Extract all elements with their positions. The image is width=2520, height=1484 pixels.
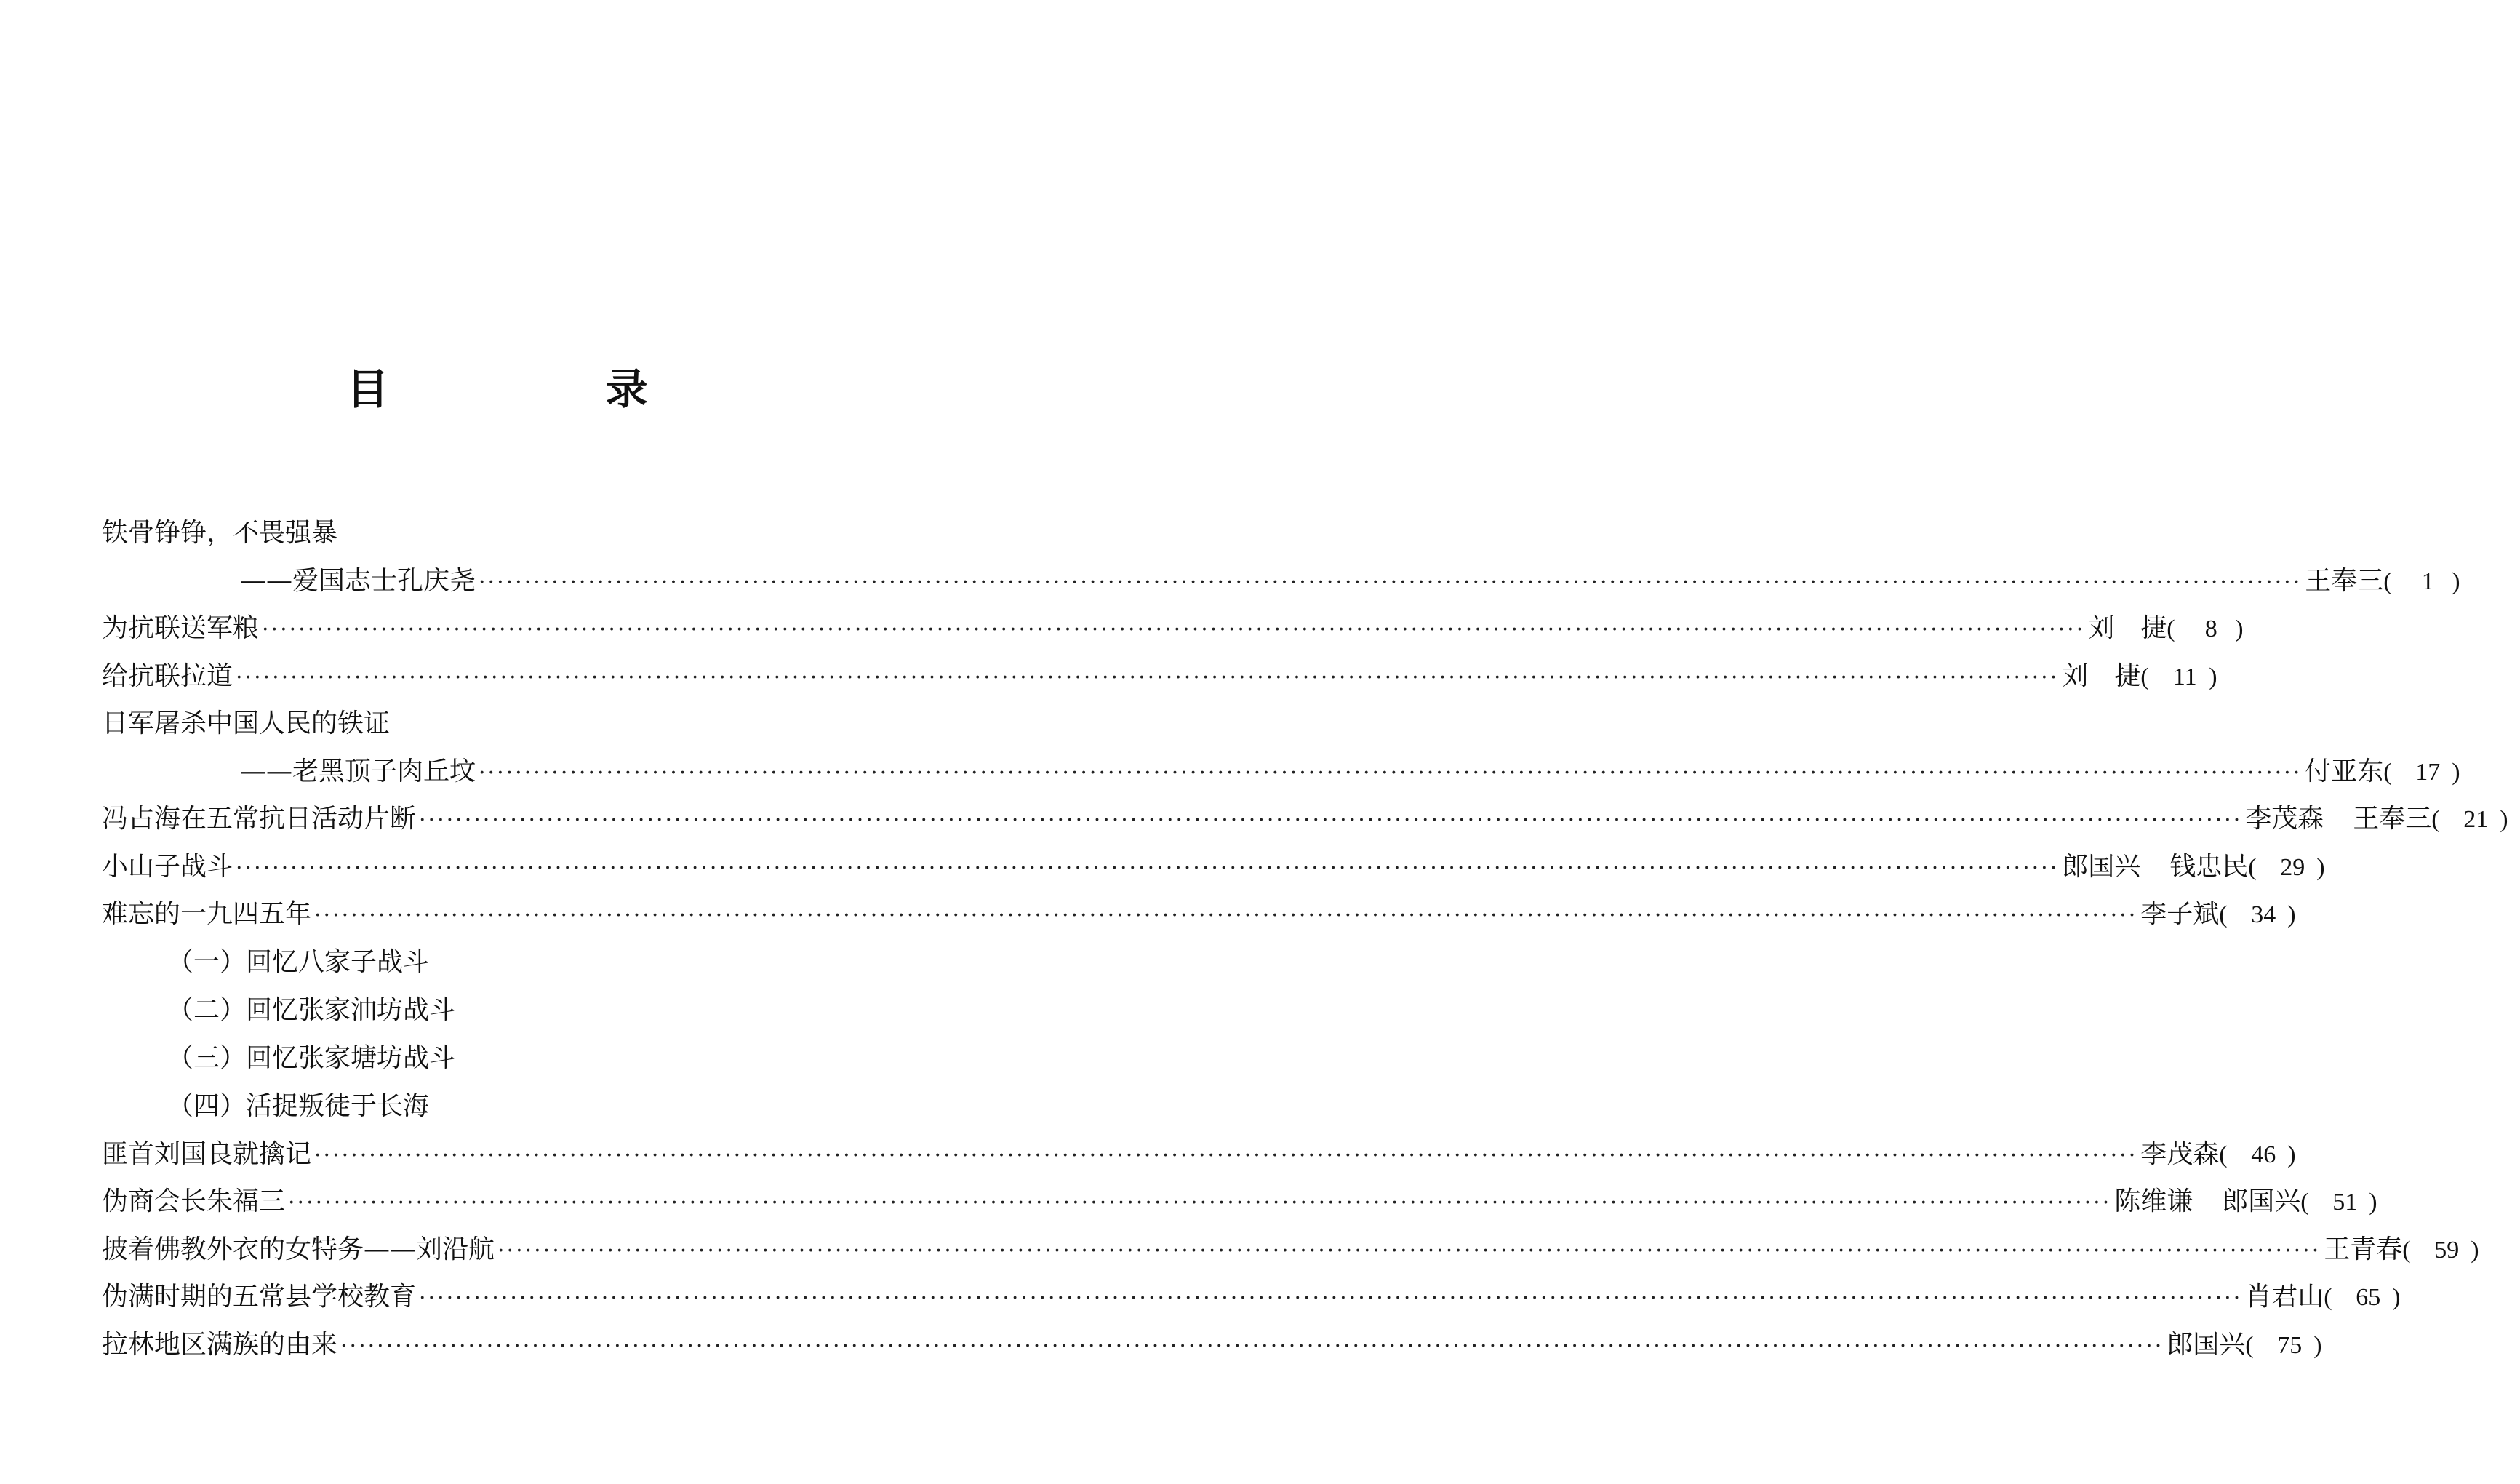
toc-entry-author: 刘 捷 xyxy=(2088,613,2167,643)
toc-entry xyxy=(102,653,2217,701)
page-number: 59 xyxy=(2434,1236,2460,1264)
toc-entry-author: 钱忠民 xyxy=(2169,851,2249,882)
toc-entry-page: ( 29 ) xyxy=(2248,844,2335,892)
toc-entry-author: 李茂森 xyxy=(2245,804,2324,834)
page-number: 46 xyxy=(2251,1141,2276,1168)
toc-entry-title: （三）回忆张家塘坊战斗 xyxy=(167,1042,456,1073)
page-number: 29 xyxy=(2280,853,2305,881)
toc-entry xyxy=(102,1034,895,1082)
toc-entry-title: （二）回忆张家油坊战斗 xyxy=(167,994,456,1025)
toc-entry-page: ( 17 ) xyxy=(2383,749,2471,797)
page-number: 8 xyxy=(2204,615,2217,642)
toc-entry xyxy=(102,1130,2296,1178)
page-number: 21 xyxy=(2463,806,2489,833)
toc-entry-author: 郎国兴 xyxy=(2167,1329,2246,1360)
toc-entry-title: 日军屠杀中国人民的铁证 xyxy=(102,709,391,738)
page-number: 11 xyxy=(2172,663,2197,690)
toc-entry-author: 刘 捷 xyxy=(2062,661,2141,691)
toc-entry-page: ( 59 ) xyxy=(2402,1226,2489,1274)
dot-leader: ········································································································································································································ xyxy=(479,569,2303,595)
toc-entry-title: 铁骨铮铮，不畏强暴 xyxy=(102,518,338,548)
toc-entry-page: ( 34 ) xyxy=(2219,891,2306,939)
page-title: 目 录 xyxy=(346,364,735,414)
toc-entry xyxy=(102,986,895,1034)
toc-entry-title: 为抗联送军粮 xyxy=(102,613,260,643)
toc-entry-page: ( 21 ) xyxy=(2431,796,2519,844)
toc-entry xyxy=(102,843,2325,891)
toc-entry xyxy=(102,557,2460,605)
dot-leader: ········································································································································································································ xyxy=(419,807,2243,833)
toc-entry xyxy=(102,1321,2322,1369)
toc-entry-page: ( 46 ) xyxy=(2219,1131,2306,1179)
dot-leader: ········································································································································································································ xyxy=(288,1190,2112,1216)
page-number: 1 xyxy=(2421,567,2434,595)
toc-entry-page: ( 65 ) xyxy=(2324,1274,2411,1322)
toc-entry-title: 难忘的一九四五年 xyxy=(102,899,312,929)
toc-entry-title: ——爱国志士孔庆尧 xyxy=(240,565,476,596)
toc-entry-author: 付亚东 xyxy=(2305,756,2384,786)
dot-leader: ········································································································································································································ xyxy=(340,1333,2164,1359)
dot-leader: ········································································································································································································ xyxy=(236,664,2060,690)
toc-entry-author: 王奉三 xyxy=(2305,565,2384,596)
toc-entry-title: 拉林地区满族的由来 xyxy=(102,1329,338,1360)
toc-entry-author: 郎国兴 xyxy=(2222,1186,2301,1216)
toc-entry xyxy=(102,1226,2479,1274)
toc-entry-page: ( 75 ) xyxy=(2245,1322,2332,1370)
dot-leader: ········································································································································································································ xyxy=(419,1285,2243,1311)
dot-leader: ········································································································································································································ xyxy=(236,855,2060,881)
toc-entry-author: 王青春 xyxy=(2324,1234,2403,1264)
toc-entry-author: 陈维谦 xyxy=(2114,1186,2193,1216)
toc-entry-page: ( 8 ) xyxy=(2167,605,2254,653)
toc-entry-author: 李茂森 xyxy=(2140,1138,2220,1169)
toc-entry-title: 伪满时期的五常县学校教育 xyxy=(102,1282,417,1312)
toc-entry-title: （四）活捉叛徒于长海 xyxy=(167,1090,430,1121)
page-number: 65 xyxy=(2356,1284,2381,1311)
page-number: 34 xyxy=(2251,901,2276,928)
toc-entry-title: 给抗联拉道 xyxy=(102,661,233,691)
toc-entry-author: 肖君山 xyxy=(2245,1282,2324,1312)
toc-entry xyxy=(102,1082,895,1130)
toc-entry xyxy=(102,605,2244,653)
dot-leader: ········································································································································································································ xyxy=(262,617,2086,642)
toc-entry xyxy=(102,890,2296,938)
toc-entry-title: 小山子战斗 xyxy=(102,851,233,882)
toc-entry xyxy=(102,795,2508,843)
toc-entry xyxy=(102,938,895,986)
toc-entry-author: 郎国兴 xyxy=(2062,851,2141,882)
toc-entry-author: 王奉三 xyxy=(2353,804,2432,834)
toc-entry-title: 披着佛教外衣的女特务——刘沿航 xyxy=(102,1234,495,1264)
page-number: 75 xyxy=(2277,1331,2303,1359)
toc-entry-title: （一）回忆八家子战斗 xyxy=(167,946,430,977)
dot-leader: ········································································································································································································ xyxy=(314,1142,2138,1168)
dot-leader: ········································································································································································································ xyxy=(497,1237,2321,1264)
toc-entry-page: ( 51 ) xyxy=(2300,1178,2388,1226)
dot-leader: ········································································································································································································ xyxy=(479,759,2303,786)
toc-entry-title: ——老黑顶子肉丘坟 xyxy=(240,756,476,786)
toc-entry-author: 李子斌 xyxy=(2140,899,2220,929)
toc-entry xyxy=(102,509,895,557)
toc-entry-title: 匪首刘国良就擒记 xyxy=(102,1138,312,1169)
toc-entry xyxy=(102,1178,2377,1226)
toc-entry xyxy=(102,1273,2401,1321)
dot-leader: ········································································································································································································ xyxy=(314,903,2138,928)
page-number: 51 xyxy=(2332,1189,2358,1216)
table-of-contents xyxy=(102,509,2508,1368)
toc-entry-title: 冯占海在五常抗日活动片断 xyxy=(102,804,417,834)
toc-entry-page: ( 1 ) xyxy=(2383,558,2471,606)
toc-entry xyxy=(102,748,2460,796)
toc-entry-page: ( 11 ) xyxy=(2140,653,2228,701)
page-number: 17 xyxy=(2415,758,2441,786)
toc-entry xyxy=(102,700,895,748)
toc-entry-title: 伪商会长朱福三 xyxy=(102,1186,286,1216)
